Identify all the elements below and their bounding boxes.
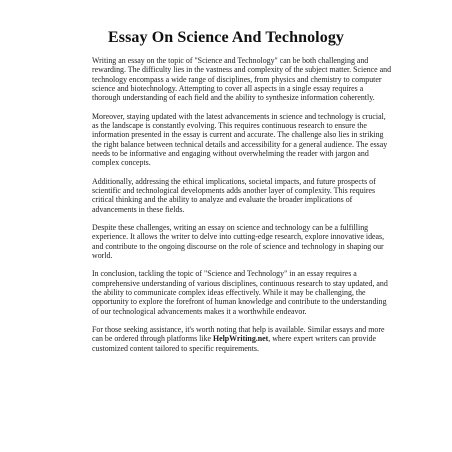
paragraph-6-before-link: For those seeking assistance, it's worth noting that help is available. Similar essays and more can be ordered through platforms like [92,325,385,344]
helpwriting-link[interactable]: HelpWriting.net [212,334,269,344]
paragraph-6-after-link: , where expert writers can provide customized content tailored to specific requirements. [92,334,377,353]
paragraph-4: Despite these challenges, writing an essay on science and technology can be a fulfilling experience. It allows the writer to delve into cutting-edge research, explore innovative ideas, and contribute to the ongoing discourse on the role of science and technology in shaping our world. [92,223,385,260]
paragraph-6 [92,325,392,353]
essay-body [92,56,392,362]
paragraph-3: Additionally, addressing the ethical implications, societal impacts, and future prospects of scientific and technological developments adds another layer of complexity. This requires critical thinking and the ability to analyze and evaluate the broader implications of advancements in these fields. [92,176,376,214]
paragraph-5: In conclusion, tackling the topic of "Science and Technology" in an essay requires a comprehensive understanding of various disciplines, continuous research to stay updated, and the ability to communicate complex ideas effectively. While it may be challenging, the opportunity to explore the forefront of human knowledge and contribute to the understanding of our technological advancements makes it a worthwhile endeavor. [92,269,388,316]
paragraph-2: Moreover, staying updated with the latest advancements in science and technology is crucial, as the landscape is constantly evolving. This requires continuous research to ensure the information presented in the essay is current and accurate. The challenge also lies in striking the right balance between technical details and accessibility for a general audience. The essay needs to be informative and engaging without overwhelming the reader with jargon and complex concepts. [92,111,388,168]
essay-title: Essay On Science And Technology [107,29,345,46]
paragraph-1: Writing an essay on the topic of "Science and Technology" can be both challenging and rewarding. The difficulty lies in the vastness and complexity of the subject matter. Science and technology encompass a wide range of disciplines, from physics and chemistry to computer science and biotechnology. Attempting to cover all aspects in a single essay requires a thorough understanding of each field and the ability to synthesize information coherently. [92,56,392,103]
